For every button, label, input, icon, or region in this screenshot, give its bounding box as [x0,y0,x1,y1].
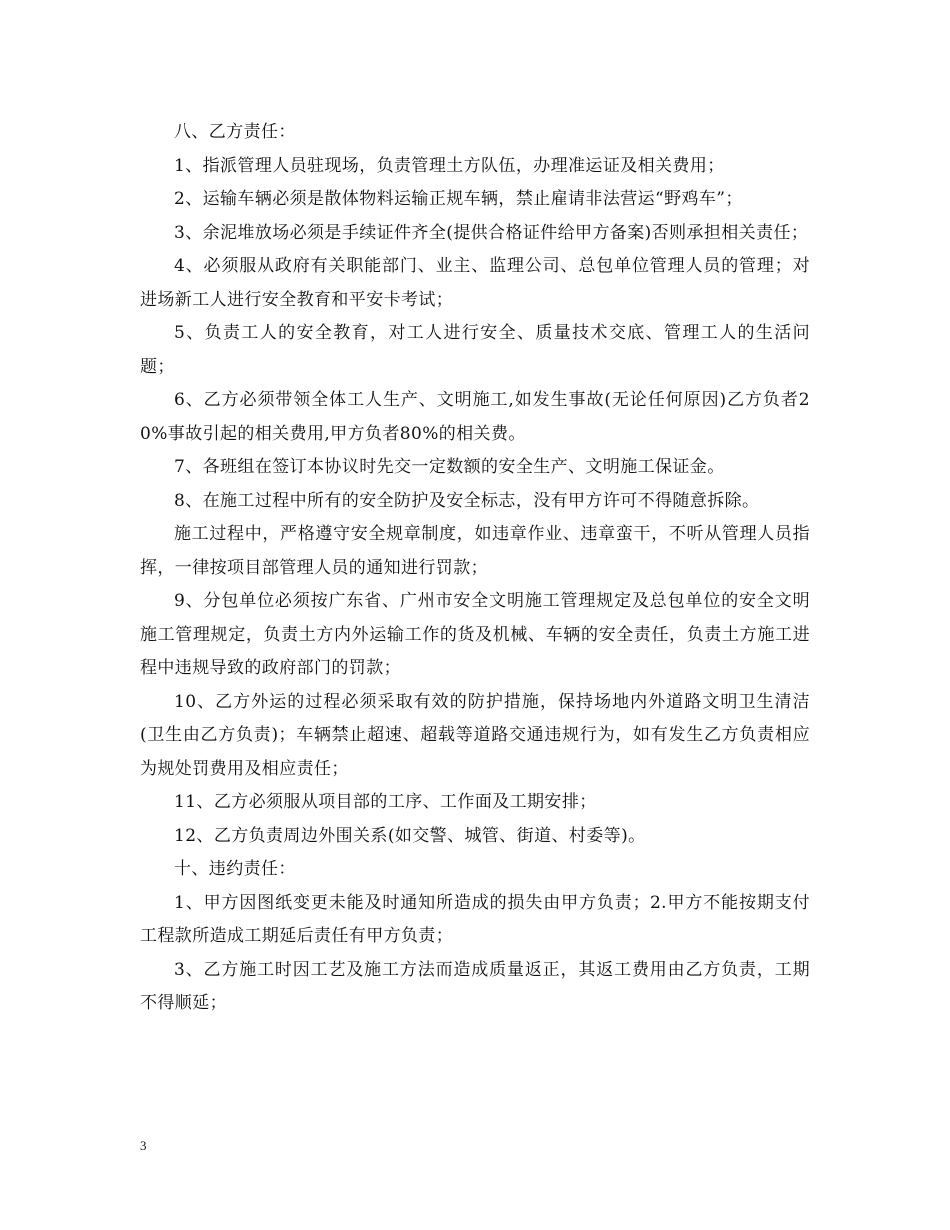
paragraph-item-3: 3、余泥堆放场必须是手续证件齐全(提供合格证件给甲方备案)否则承担相关责任； [174,222,809,243]
paragraph-item-12: 12、乙方负责周边外围关系(如交警、城管、街道、村委等)。 [174,825,646,846]
paragraph-item-10: 10、乙方外运的过程必须采取有效的防护措施，保持场地内外道路文明卫生清洁(卫生由乙方负责)；车辆禁止超速、超载等道路交通违规行为，如有发生乙方负责相应为规处罚费用及相应责任； [140,691,810,779]
section-heading-party-b-responsibilities: 八、乙方责任： [174,122,296,142]
paragraph-item-7: 7、各班组在签订本协议时先交一定数额的安全生产、文明施工保证金。 [174,457,725,477]
paragraph-item-9: 9、分包单位必须按广东省、广州市安全文明施工管理规定及总包单位的安全文明施工管理规定，负责土方内外运输工作的货及机械、车辆的安全责任，负责土方施工进程中违规导致的政府部门的罚款； [140,591,810,678]
paragraph-item-1: 1、指派管理人员驻现场，负责管理土方队伍，办理准运证及相关费用； [174,155,725,176]
section-heading-breach-liability: 十、违约责任： [174,859,296,879]
paragraph-item-8: 8、在施工过程中所有的安全防护及安全标志，没有甲方许可不得随意拆除。 [174,490,760,511]
paragraph-item-5: 5、负责工人的安全教育，对工人进行安全、质量技术交底、管理工人的生活问题； [140,323,810,377]
paragraph-breach-item-3: 3、乙方施工时因工艺及施工方法而造成质量返正，其返工费用由乙方负责，工期不得顺延； [140,959,810,1013]
paragraph-item-4: 4、必须服从政府有关职能部门、业主、监理公司、总包单位管理人员的管理；对进场新工人进行安全教育和平安卡考试； [140,256,810,310]
document-body [140,116,810,1021]
paragraph-breach-item-1-2: 1、甲方因图纸变更未能及时通知所造成的损失由甲方负责；2.甲方不能按期支付工程款所造成工期延后责任有甲方负责； [140,892,810,946]
paragraph-construction-rules: 施工过程中，严格遵守安全规章制度，如违章作业、违章蛮干，不听从管理人员指挥，一律按项目部管理人员的通知进行罚款； [140,524,810,578]
paragraph-item-2: 2、运输车辆必须是散体物料运输正规车辆，禁止雇请非法营运“野鸡车”； [174,189,743,209]
page-number: 3 [140,1138,147,1153]
paragraph-item-11: 11、乙方必须服从项目部的工序、工作面及工期安排； [174,792,597,812]
paragraph-item-6: 6、乙方必须带领全体工人生产、文明施工,如发生事故(无论任何原因)乙方负者20%事故引起的相关费用,甲方负者80%的相关费。 [140,390,810,444]
